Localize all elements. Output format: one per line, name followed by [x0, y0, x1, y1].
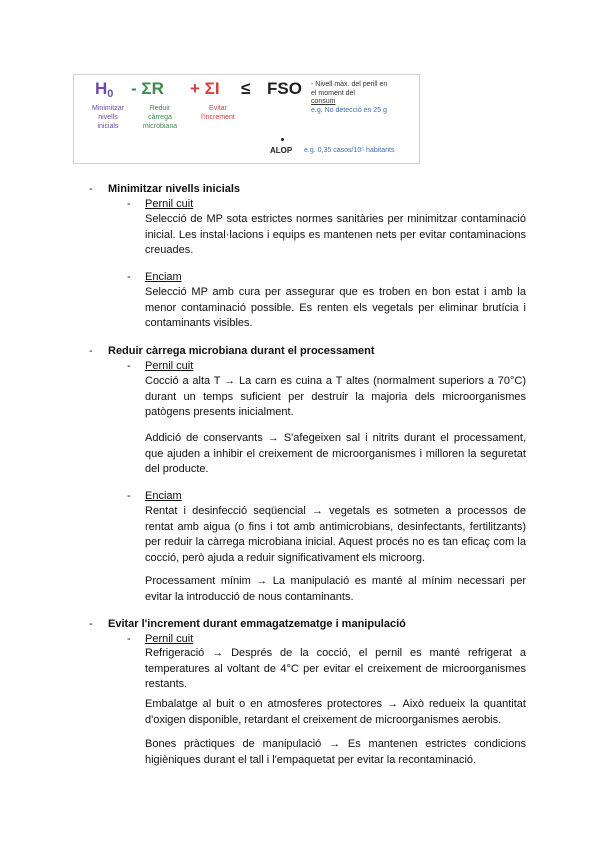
paragraph: Embalatge al buit o en atmosferes protectores → Això redueix la quantitat d'oxigen disponible, retardant el creixement de microorganismes aerobis.	[145, 698, 526, 726]
h0-term: $H_0$	[95, 79, 114, 100]
section-heading: - Reduir càrrega microbiana durant el processament	[89, 345, 375, 357]
h0-caption: Minimitzar nivells inicials	[92, 105, 124, 130]
increase-caption: Evitar l'increment	[201, 105, 235, 121]
paragraph: Selecció MP amb cura per assegurar que es troben en bon estat i amb la menor contaminació possible. Es renten els vegetals per eliminar brutícia i contaminants visibles.	[145, 286, 526, 329]
increase-term: + ΣI	[190, 79, 220, 98]
alop-note: e.g. 0,35 casos/10⁵ habitants	[304, 147, 395, 154]
reduction-caption: Reduir càrrega microbiana	[142, 105, 178, 130]
item-label: - Pernil cuit	[127, 633, 194, 645]
paragraph: Rentat i desinfecció seqüencial → vegetals es sotmeten a processos de rentat amb aigua (o fins i tot amb antimicrobians, desinfectants, fertilitzants) per reduir la càrrega microbiana inicial. Aquest procés no es tan eficaç com la cocció, però ajuda a reduir significativament els microorg.	[145, 505, 526, 564]
item-label: - Enciam	[127, 490, 182, 502]
item-label: - Pernil cuit	[127, 198, 194, 210]
alop-label: ALOP	[270, 146, 293, 155]
paragraph: Cocció a alta T → La carn es cuina a T altes (normalment superiors a 70°C) durant un temps suficient per destruir la majoria dels microorganismes patògens presents inicialment.	[145, 375, 526, 418]
paragraph: Refrigeració → Després de la cocció, el pernil es manté refrigerat a temperatures al voltant de 4°C per evitar el creixement de microorganismes restants.	[145, 647, 526, 690]
alop-marker	[281, 138, 284, 141]
item-label: - Enciam	[127, 271, 182, 283]
section-heading: - Evitar l'increment durant emmagatzematge i manipulació	[89, 618, 406, 630]
item-label: - Pernil cuit	[127, 360, 194, 372]
reduction-term: - ΣR	[131, 79, 164, 98]
leq-sign: ≤	[241, 79, 251, 98]
fso-note: - Nivell màx. del perill en el moment del consum e.g. No detecció en 25 g	[311, 81, 388, 114]
paragraph: Addició de conservants → S'afegeixen sal i nitrits durant el processament, que ajuden a inhibir el creixement de microorganismes i milloren la seguretat del producte.	[145, 432, 526, 475]
fso-term: FSO	[267, 79, 302, 98]
paragraph: Processament mínim → La manipulació es manté al mínim necessari per evitar la introducció de nous contaminants.	[145, 575, 526, 603]
section-heading: - Minimitzar nivells inicials	[89, 183, 241, 195]
paragraph: Bones pràctiques de manipulació → Es mantenen estrictes condicions higièniques durant el tall i l'empaquetat per evitar la recontaminació.	[145, 738, 526, 766]
fso-equation-figure	[73, 74, 420, 164]
paragraph: Selecció de MP sota estrictes normes sanitàries per minimitzar contaminació inicial. Les instal·lacions i equips es mantenen nets per evitar contaminacions creuades.	[145, 213, 526, 256]
